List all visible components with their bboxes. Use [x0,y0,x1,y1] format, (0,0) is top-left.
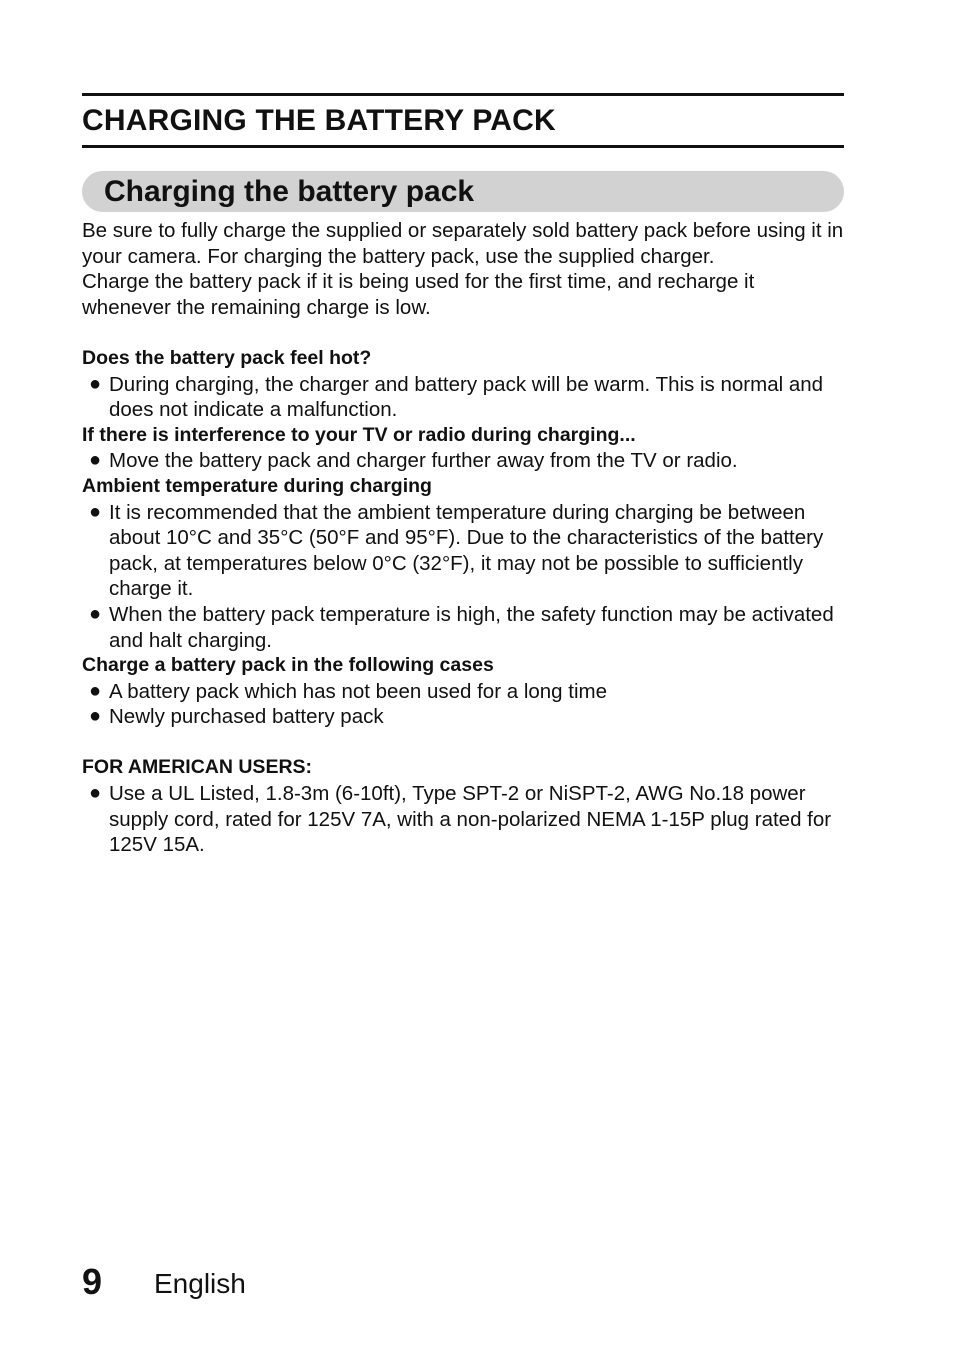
spacer [82,320,844,346]
bullet-icon: ● [89,449,102,472]
spacer [82,730,844,756]
intro-paragraph: Charge the battery pack if it is being used for the first time, and recharge it whenever the remaining charge is low. [82,270,755,319]
intro-paragraph: Be sure to fully charge the supplied or separately sold battery pack before using it in your camera. For charging the battery pack, use the supplied charger. [82,219,844,268]
list-item [82,500,844,602]
bullet-icon: ● [89,705,102,728]
list-item [82,372,844,423]
list-item-text: A battery pack which has not been used for a long time [109,679,607,703]
list-item [82,679,844,705]
list-item-text: Newly purchased battery pack [109,705,384,729]
subheading-cases: Charge a battery pack in the following cases [82,654,494,677]
body-text [82,218,844,858]
subheading-hot: Does the battery pack feel hot? [82,346,372,369]
page-language: English [154,1268,246,1299]
list-item-text: Move the battery pack and charger further away from the TV or radio. [109,449,738,473]
list-item-text: During charging, the charger and battery pack will be warm. This is normal and does not indicate a malfunction. [109,372,824,422]
section-title: Charging the battery pack [104,175,475,208]
subheading-temperature: Ambient temperature during charging [82,474,432,497]
page-number: 9 [82,1261,103,1302]
bullet-icon: ● [89,500,102,523]
list-item-text: Use a UL Listed, 1.8-3m (6-10ft), Type SPT-2 or NiSPT-2, AWG No.18 power supply cord, rated for 125V 7A, with a non-polarized NEMA 1-15P plug rated for 125V 15A. [109,782,832,857]
subheading-american-users: FOR AMERICAN USERS: [82,756,313,779]
list-item [82,781,844,858]
list-item-text: When the battery pack temperature is high, the safety function may be activated and halt charging. [109,602,834,652]
subheading-interference: If there is interference to your TV or radio during charging... [82,423,636,446]
bullet-icon: ● [89,782,102,805]
list-item [82,448,844,474]
bullet-icon: ● [89,372,102,395]
list-item [82,602,844,653]
section-title-bar [82,171,844,212]
page-header [82,93,844,148]
bullet-icon: ● [89,602,102,625]
list-item [82,704,844,730]
list-item-text: It is recommended that the ambient temperature during charging be between about 10°C and 35°C (50°F and 95°F). Due to the characteristics of the battery pack, at temperatures below 0°C (32°F), it may not be possible to sufficiently charge it. [109,500,824,601]
bullet-icon: ● [89,679,102,702]
page-title: CHARGING THE BATTERY PACK [82,104,556,137]
